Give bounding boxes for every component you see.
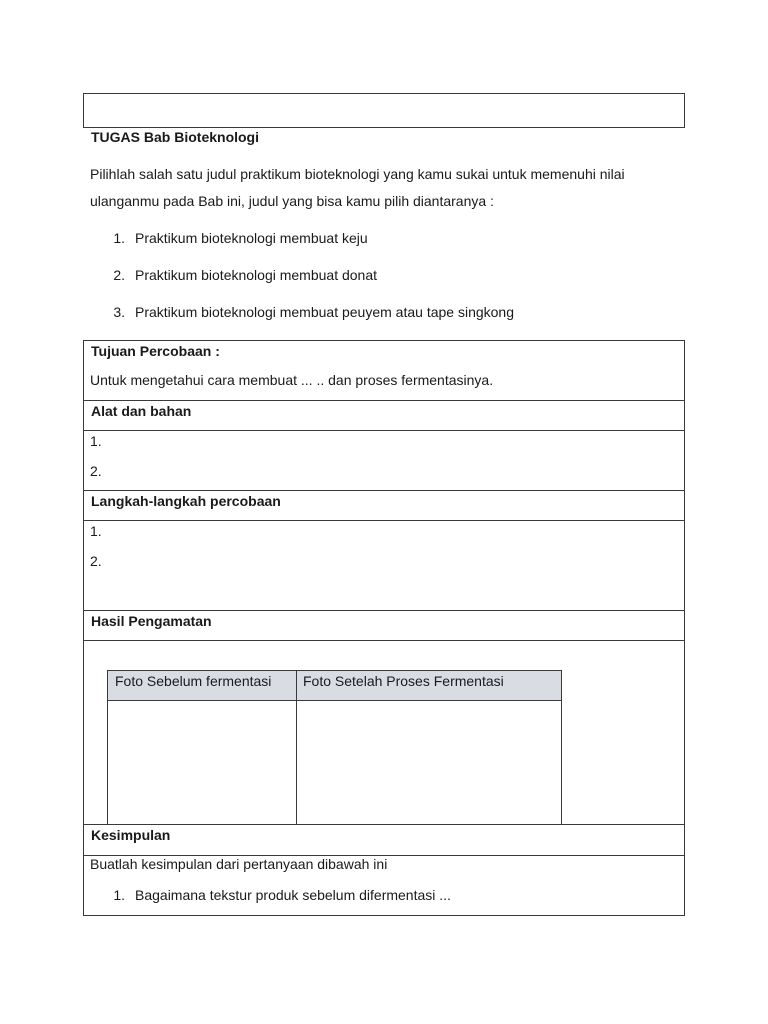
- photo-table-divider: [107, 700, 562, 701]
- question-number: 1.: [113, 887, 125, 903]
- kesimpulan-text: Buatlah kesimpulan dari pertanyaan dibawah ini: [90, 856, 388, 872]
- header-box: [83, 93, 685, 128]
- alat-item: 2.: [90, 463, 102, 479]
- option-number: 2.: [113, 267, 125, 283]
- page-title: TUGAS Bab Bioteknologi: [91, 129, 259, 145]
- langkah-heading: Langkah-langkah percobaan: [91, 493, 281, 509]
- option-text: Praktikum bioteknologi membuat peuyem atau tape singkong: [135, 304, 514, 320]
- option-item: [99, 266, 377, 284]
- row-divider: [83, 520, 685, 521]
- intro-line-1: Pilihlah salah satu judul praktikum bioteknologi yang kamu sukai untuk memenuhi nilai: [90, 166, 625, 182]
- option-item: [99, 303, 514, 321]
- hasil-heading: Hasil Pengamatan: [91, 613, 212, 629]
- photo-table-column-divider: [296, 670, 297, 824]
- alat-heading: Alat dan bahan: [91, 403, 192, 419]
- intro-line-2: ulanganmu pada Bab ini, judul yang bisa kamu pilih diantaranya :: [90, 193, 494, 209]
- photo-before-header: Foto Sebelum fermentasi: [115, 673, 272, 689]
- photo-after-header: Foto Setelah Proses Fermentasi: [303, 673, 504, 689]
- option-text: Praktikum bioteknologi membuat keju: [135, 230, 368, 246]
- option-text: Praktikum bioteknologi membuat donat: [135, 267, 378, 283]
- option-number: 1.: [113, 230, 125, 246]
- tujuan-text: Untuk mengetahui cara membuat ... .. dan proses fermentasinya.: [90, 372, 494, 388]
- option-number: 3.: [113, 304, 125, 320]
- question-text: Bagaimana tekstur produk sebelum difermentasi ...: [135, 887, 451, 903]
- kesimpulan-heading: Kesimpulan: [91, 827, 171, 843]
- photo-table: [107, 670, 562, 825]
- row-divider: [83, 490, 685, 491]
- row-divider: [83, 640, 685, 641]
- tujuan-heading: Tujuan Percobaan :: [91, 343, 220, 359]
- alat-item: 1.: [90, 433, 102, 449]
- row-divider: [83, 430, 685, 431]
- row-divider: [83, 400, 685, 401]
- option-item: [99, 229, 368, 247]
- langkah-item: 1.: [90, 523, 102, 539]
- langkah-item: 2.: [90, 553, 102, 569]
- kesimpulan-question: [99, 886, 451, 904]
- row-divider: [83, 610, 685, 611]
